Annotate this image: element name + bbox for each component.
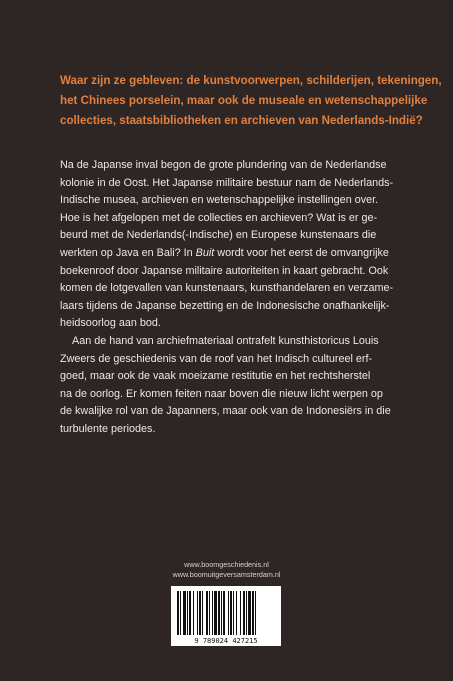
barcode-bar bbox=[212, 591, 213, 635]
blurb-line: Na de Japanse inval begon de grote plundering van de Nederlandse bbox=[60, 159, 387, 171]
barcode-digits: 9 789024 427215 bbox=[194, 637, 258, 645]
blurb-text-run: wordt voor het eerst de omvangrijke bbox=[214, 246, 389, 259]
blurb-line: heidsoorlog aan bod. bbox=[60, 317, 161, 330]
barcode-bar bbox=[199, 591, 201, 635]
lead-line: Waar zijn ze gebleven: de kunstvoorwerpen, schilderijen, tekeningen, bbox=[60, 74, 442, 87]
barcode-bar bbox=[243, 591, 245, 635]
publisher-url[interactable]: www.boomuitgeversamsterdam.nl bbox=[172, 570, 281, 579]
barcode-bar bbox=[183, 591, 186, 635]
barcode-bar bbox=[193, 591, 194, 635]
lead-question bbox=[60, 71, 442, 131]
blurb-line: Hoe is het afgelopen met de collecties en archieven? Wat is er ge- bbox=[60, 211, 378, 224]
barcode-bar bbox=[202, 591, 203, 635]
barcode-bars bbox=[177, 591, 256, 635]
barcode-bar bbox=[180, 591, 181, 635]
blurb-line: goed, maar ook de vaak moeizame restitutie en het rechtsherstel bbox=[60, 370, 371, 383]
barcode-bar bbox=[218, 591, 220, 635]
barcode-bar bbox=[187, 591, 188, 635]
barcode-bar bbox=[214, 591, 217, 635]
blurb-line: Aan de hand van archiefmateriaal ontrafelt kunsthistoricus Louis bbox=[72, 334, 379, 347]
barcode-bar bbox=[240, 591, 241, 635]
barcode-bar bbox=[206, 591, 208, 635]
barcode-bar bbox=[248, 591, 251, 635]
barcode-bar bbox=[255, 591, 256, 635]
barcode-bar bbox=[252, 591, 254, 635]
barcode-bar bbox=[236, 591, 237, 635]
isbn-barcode bbox=[171, 586, 281, 646]
blurb-line: Zweers de geschiedenis van de roof van het Indisch cultureel erf- bbox=[60, 352, 373, 365]
book-title-italic: Buit bbox=[195, 246, 215, 259]
blurb-text-run: werkten op Java en Bali? In bbox=[60, 246, 196, 259]
blurb-line bbox=[60, 245, 400, 263]
blurb-line: laars tijdens de Japanse bezetting en de Indonesische onafhankelijk- bbox=[60, 299, 390, 312]
blurb-line: kolonie in de Oost. Het Japanse militaire bestuur nam de Nederlands- bbox=[60, 176, 394, 189]
barcode-bar bbox=[223, 591, 225, 635]
barcode-bar bbox=[230, 591, 232, 635]
publisher-url[interactable]: www.boomgeschiedenis.nl bbox=[184, 560, 269, 569]
barcode-bar bbox=[221, 591, 222, 635]
lead-line: het Chinees porselein, maar ook de museale en wetenschappelijke bbox=[60, 94, 428, 107]
publisher-urls bbox=[0, 560, 453, 580]
barcode-bar bbox=[197, 591, 198, 635]
blurb-line: beurd met de Nederlands(-Indische) en Europese kunstenaars die bbox=[60, 229, 377, 242]
blurb-line: de kwalijke rol van de Japanners, maar ook van de Indonesiërs in die bbox=[60, 405, 391, 418]
blurb-line: na de oorlog. Er komen feiten naar boven die nieuw licht werpen op bbox=[60, 387, 383, 400]
blurb-line: turbulente periodes. bbox=[60, 422, 156, 435]
barcode-graphic bbox=[171, 586, 281, 646]
barcode-bar bbox=[233, 591, 234, 635]
blurb-line: Indische musea, archieven en wetenschappelijke instellingen over. bbox=[60, 194, 379, 207]
blurb-text bbox=[60, 157, 400, 439]
barcode-bar bbox=[189, 591, 191, 635]
barcode-bar bbox=[228, 591, 229, 635]
barcode-bar bbox=[209, 591, 210, 635]
lead-line: collecties, staatsbibliotheken en archieven van Nederlands-Indië? bbox=[60, 114, 423, 127]
barcode-bar bbox=[177, 591, 179, 635]
blurb-line: boekenroof door Japanse militaire autoriteiten in kaart gebracht. Ook bbox=[60, 264, 389, 277]
blurb-line: komen de lotgevallen van kunstenaars, kunsthandelaren en verzame- bbox=[60, 282, 394, 295]
barcode-bar bbox=[246, 591, 247, 635]
